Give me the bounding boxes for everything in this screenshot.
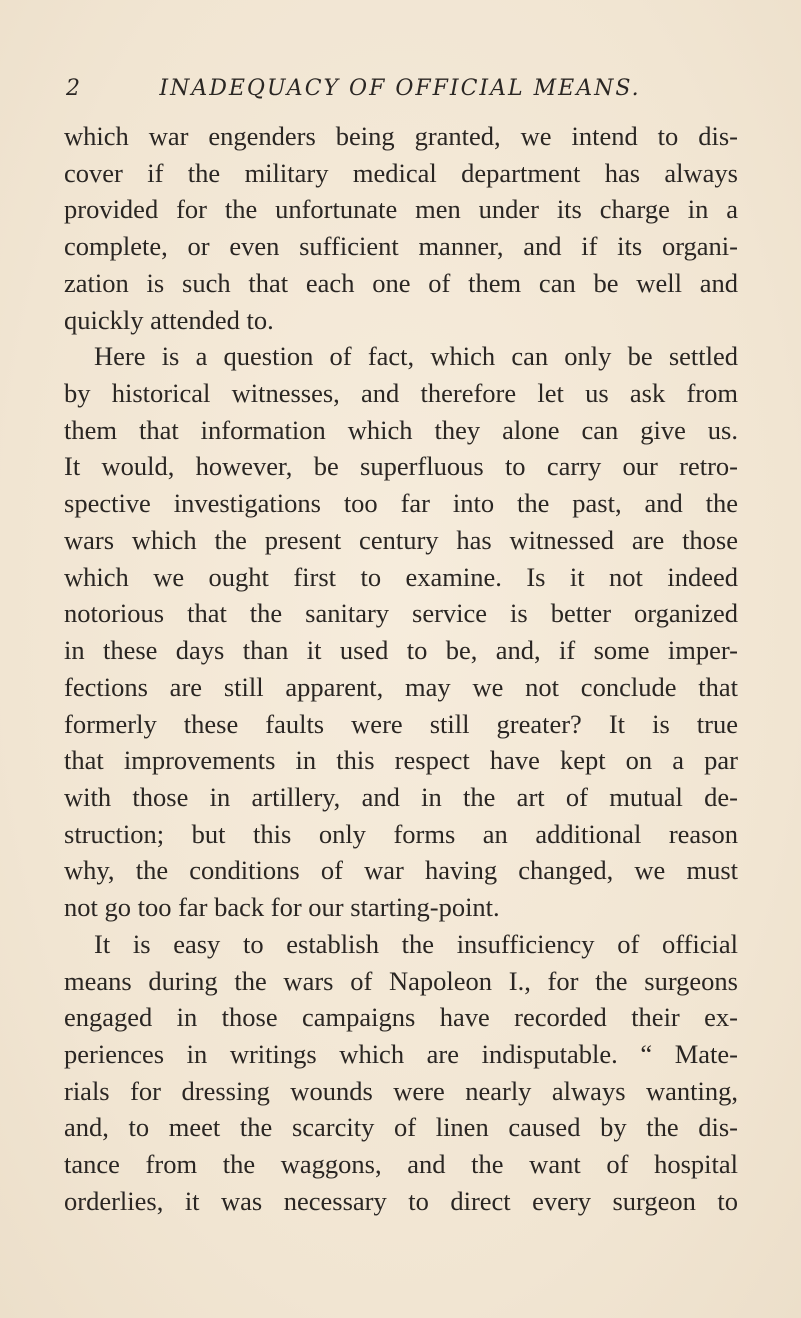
text-line: them that information which they alone can give us.: [64, 414, 738, 445]
text-line: fections are still apparent, may we not conclude that: [64, 671, 738, 702]
text-line: provided for the unfortunate men under its charge in a: [64, 194, 738, 225]
text-line: why, the conditions of war having changed, we must: [64, 855, 738, 886]
text-line: It is easy to establish the insufficiency of official: [94, 928, 738, 959]
text-line: by historical witnesses, and therefore let us ask from: [64, 378, 738, 409]
text-line: which war engenders being granted, we intend to dis-: [64, 121, 738, 151]
text-line: means during the wars of Napoleon I., for the surgeons: [64, 965, 738, 996]
text-line: Here is a question of fact, which can only be settled: [94, 341, 738, 372]
text-line: not go too far back for our starting-point.: [64, 892, 500, 923]
text-line: zation is such that each one of them can be well and: [64, 267, 738, 298]
text-line: tance from the waggons, and the want of hospital: [64, 1149, 738, 1180]
text-line: orderlies, it was necessary to direct every surgeon to: [64, 1185, 738, 1216]
text-line: and, to meet the scarcity of linen caused by the dis-: [64, 1112, 738, 1143]
text-line: wars which the present century has witnessed are those: [64, 524, 738, 555]
running-title: INADEQUACY OF OFFICIAL MEANS.: [159, 76, 641, 101]
text-line: engaged in those campaigns have recorded their ex-: [64, 1002, 738, 1033]
page-number: 2: [66, 76, 82, 101]
running-head: [66, 76, 734, 108]
body-text: [64, 118, 738, 1220]
text-line: It would, however, be superfluous to carry our retro-: [64, 451, 738, 482]
text-line: in these days than it used to be, and, if some imper-: [64, 635, 738, 666]
text-line: struction; but this only forms an additional reason: [64, 818, 738, 849]
text-line: spective investigations too far into the past, and the: [64, 488, 738, 519]
text-line: which we ought first to examine. Is it not indeed: [64, 561, 738, 592]
text-line: formerly these faults were still greater? It is true: [64, 708, 738, 739]
text-line: cover if the military medical department has always: [64, 157, 738, 188]
text-line: complete, or even sufficient manner, and if its organi-: [64, 231, 738, 262]
text-line: quickly attended to.: [64, 304, 274, 335]
text-line: periences in writings which are indisputable. “ Mate-: [64, 1038, 738, 1069]
text-line: rials for dressing wounds were nearly always wanting,: [64, 1075, 738, 1106]
text-line: notorious that the sanitary service is better organized: [64, 598, 738, 629]
text-line: that improvements in this respect have kept on a par: [64, 745, 738, 776]
text-line: with those in artillery, and in the art of mutual de-: [64, 781, 738, 812]
